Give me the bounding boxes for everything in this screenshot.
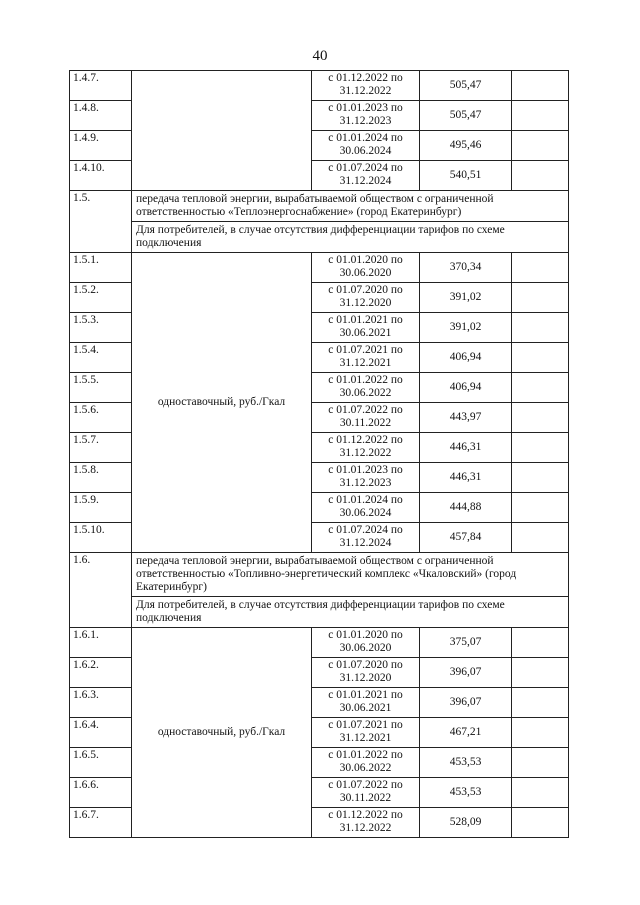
tariff-value: 446,31	[420, 433, 512, 463]
tariff-value: 443,97	[420, 403, 512, 433]
empty-cell	[512, 628, 569, 658]
row-number: 1.6.6.	[70, 778, 132, 808]
page-number: 40	[312, 48, 328, 64]
row-number: 1.4.9.	[70, 131, 132, 161]
period-cell: с 01.07.2022 по 30.11.2022	[312, 778, 420, 808]
section-number: 1.5.	[70, 191, 132, 253]
section-subtitle-row	[70, 597, 569, 628]
table-row	[70, 71, 569, 101]
period-cell: с 01.07.2021 по 31.12.2021	[312, 718, 420, 748]
empty-cell	[512, 463, 569, 493]
row-number: 1.5.1.	[70, 253, 132, 283]
empty-cell	[512, 403, 569, 433]
period-cell: с 01.07.2020 по 31.12.2020	[312, 283, 420, 313]
empty-cell	[512, 718, 569, 748]
empty-cell	[512, 101, 569, 131]
row-number: 1.5.5.	[70, 373, 132, 403]
empty-cell	[512, 433, 569, 463]
tariff-value: 528,09	[420, 808, 512, 838]
empty-cell	[512, 808, 569, 838]
section-title: передача тепловой энергии, вырабатываемой обществом с ограниченной ответственностью «Топливно-энергетический комплекс «Чкаловский» (город Екатеринбург)	[132, 553, 569, 597]
period-cell: с 01.07.2021 по 31.12.2021	[312, 343, 420, 373]
tariff-value: 444,88	[420, 493, 512, 523]
period-cell: с 01.12.2022 по 31.12.2022	[312, 808, 420, 838]
row-number: 1.5.8.	[70, 463, 132, 493]
row-number: 1.6.1.	[70, 628, 132, 658]
empty-cell	[512, 161, 569, 191]
tariff-value: 467,21	[420, 718, 512, 748]
section-title: передача тепловой энергии, вырабатываемой обществом с ограниченной ответственностью «Теплоэнергоснабжение» (город Екатеринбург)	[132, 191, 569, 222]
tariff-value: 505,47	[420, 71, 512, 101]
row-number: 1.5.6.	[70, 403, 132, 433]
empty-cell	[512, 373, 569, 403]
tariff-value: 446,31	[420, 463, 512, 493]
tariff-type	[132, 71, 312, 191]
tariff-value: 391,02	[420, 313, 512, 343]
period-cell: с 01.07.2024 по 31.12.2024	[312, 523, 420, 553]
period-cell: с 01.07.2024 по 31.12.2024	[312, 161, 420, 191]
row-number: 1.5.3.	[70, 313, 132, 343]
empty-cell	[512, 493, 569, 523]
row-number: 1.5.10.	[70, 523, 132, 553]
period-cell: с 01.01.2021 по 30.06.2021	[312, 688, 420, 718]
tariff-type: одноставочный, руб./Гкал	[132, 253, 312, 553]
empty-cell	[512, 71, 569, 101]
row-number: 1.4.7.	[70, 71, 132, 101]
empty-cell	[512, 343, 569, 373]
row-number: 1.6.2.	[70, 658, 132, 688]
row-number: 1.5.9.	[70, 493, 132, 523]
empty-cell	[512, 253, 569, 283]
period-cell: с 01.01.2022 по 30.06.2022	[312, 748, 420, 778]
period-cell: с 01.01.2024 по 30.06.2024	[312, 493, 420, 523]
period-cell: с 01.01.2022 по 30.06.2022	[312, 373, 420, 403]
tariff-value: 540,51	[420, 161, 512, 191]
row-number: 1.4.10.	[70, 161, 132, 191]
section-subtitle: Для потребителей, в случае отсутствия дифференциации тарифов по схеме подключения	[132, 222, 569, 253]
tariff-type: одноставочный, руб./Гкал	[132, 628, 312, 838]
table-row	[70, 628, 569, 658]
section-number: 1.6.	[70, 553, 132, 628]
period-cell: с 01.01.2023 по 31.12.2023	[312, 463, 420, 493]
row-number: 1.6.3.	[70, 688, 132, 718]
period-cell: с 01.01.2024 по 30.06.2024	[312, 131, 420, 161]
period-cell: с 01.12.2022 по 31.12.2022	[312, 71, 420, 101]
tariff-value: 453,53	[420, 748, 512, 778]
row-number: 1.6.7.	[70, 808, 132, 838]
row-number: 1.5.4.	[70, 343, 132, 373]
tariff-table-body	[70, 71, 569, 838]
section-header-row	[70, 553, 569, 597]
row-number: 1.6.5.	[70, 748, 132, 778]
tariff-value: 495,46	[420, 131, 512, 161]
empty-cell	[512, 748, 569, 778]
section-header-row	[70, 191, 569, 222]
row-number: 1.5.7.	[70, 433, 132, 463]
row-number: 1.4.8.	[70, 101, 132, 131]
empty-cell	[512, 131, 569, 161]
tariff-value: 505,47	[420, 101, 512, 131]
tariff-table	[69, 70, 569, 838]
row-number: 1.5.2.	[70, 283, 132, 313]
table-row	[70, 253, 569, 283]
period-cell: с 01.01.2020 по 30.06.2020	[312, 253, 420, 283]
empty-cell	[512, 523, 569, 553]
tariff-value: 406,94	[420, 343, 512, 373]
tariff-value: 391,02	[420, 283, 512, 313]
period-cell: с 01.12.2022 по 31.12.2022	[312, 433, 420, 463]
tariff-value: 457,84	[420, 523, 512, 553]
empty-cell	[512, 658, 569, 688]
period-cell: с 01.01.2021 по 30.06.2021	[312, 313, 420, 343]
tariff-value: 453,53	[420, 778, 512, 808]
period-cell: с 01.01.2023 по 31.12.2023	[312, 101, 420, 131]
tariff-value: 396,07	[420, 688, 512, 718]
period-cell: с 01.01.2020 по 30.06.2020	[312, 628, 420, 658]
period-cell: с 01.07.2020 по 31.12.2020	[312, 658, 420, 688]
period-cell: с 01.07.2022 по 30.11.2022	[312, 403, 420, 433]
tariff-value: 375,07	[420, 628, 512, 658]
empty-cell	[512, 688, 569, 718]
empty-cell	[512, 283, 569, 313]
tariff-value: 406,94	[420, 373, 512, 403]
empty-cell	[512, 313, 569, 343]
section-subtitle-row	[70, 222, 569, 253]
row-number: 1.6.4.	[70, 718, 132, 748]
section-subtitle: Для потребителей, в случае отсутствия дифференциации тарифов по схеме подключения	[132, 597, 569, 628]
empty-cell	[512, 778, 569, 808]
tariff-value: 396,07	[420, 658, 512, 688]
tariff-value: 370,34	[420, 253, 512, 283]
